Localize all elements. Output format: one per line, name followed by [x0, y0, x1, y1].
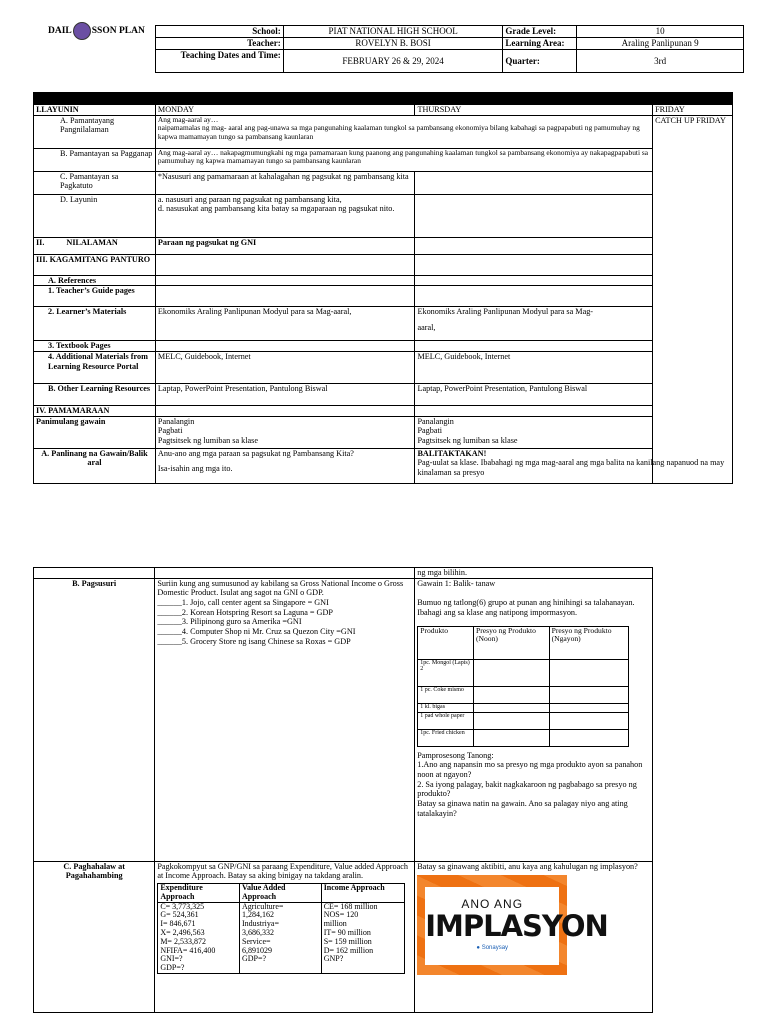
lm-thu	[415, 307, 653, 341]
table-row: 1 kl. bigas	[418, 703, 474, 712]
va-line: GDP=?	[242, 954, 267, 964]
pamamaraan-mon	[155, 406, 415, 417]
approach-table	[157, 883, 405, 974]
panimula-mon-3: Pagtsitsek ng lumiban sa klase	[157, 436, 258, 446]
ol-label: B. Other Learning Resources	[34, 384, 156, 406]
panlinang-mon	[155, 448, 415, 483]
implasyon-image	[417, 875, 608, 975]
kagamitan-mon	[155, 254, 415, 275]
gawain-text: Bumuo ng tatlong(6) grupo at punan ang hinihingi sa talahanayan. Ibahagi ang sa klase ang natipong impormasyon.	[417, 598, 635, 618]
references-label: A. References	[34, 275, 156, 286]
inc-line: GNP?	[323, 954, 344, 964]
inc-line: NOS= 120	[323, 910, 359, 920]
row-c-text: *Nasusuri ang pamamaraan at kahalagahan ng pagsukat ng pambansang kita	[155, 171, 415, 194]
lesson-table	[33, 104, 733, 484]
am-thu: MELC, Guidebook, Internet	[415, 352, 653, 384]
produkto-table	[417, 626, 629, 747]
pamamaraan-label: IV. PAMAMARAAN	[34, 406, 156, 417]
proc-q3: Batay sa ginawa natin na gawain. Ano sa palagay niyo ang ating tatalakayin?	[417, 799, 628, 818]
row-a-text	[155, 115, 652, 148]
va-line: Industriya=	[242, 919, 279, 929]
panimula-thu-3: Pagtsitsek ng lumiban sa klase	[417, 436, 518, 446]
tb-mon	[155, 341, 415, 352]
row-b-label: B. Pamantayan sa Pagganap	[34, 148, 156, 171]
school-value: PIAT NATIONAL HIGH SCHOOL	[283, 26, 503, 38]
section-divider	[33, 92, 733, 104]
va-line: Agriculture=	[242, 901, 284, 911]
presyo-ngayon-head: Presyo ng Produkto (Ngayon)	[549, 626, 629, 659]
exp-line: M= 2,533,872	[160, 936, 206, 946]
layunin-heading: I.LAYUNIN	[34, 105, 156, 116]
brand-icon: ●	[476, 944, 481, 951]
pagsusuri-item: ______3. Pilipinong guro sa Amerika =GNI	[157, 617, 302, 627]
nilalaman-word: NILALAMAN	[66, 237, 118, 247]
implasyon-question: Batay sa ginawang aktibiti, anu kaya ang kahulugan ng implasyon?	[417, 861, 638, 871]
implasyon-card	[425, 887, 608, 965]
balitaktakan-title: BALITAKTAKAN!	[417, 448, 487, 458]
implasyon-img-brand	[425, 945, 559, 952]
row-a-label: A. Pamantayang Pangnilalaman	[34, 115, 156, 148]
cont-label	[34, 568, 155, 579]
paghahalaw-intro: Pagkokompyut sa GNP/GNI sa paraang Expenditure, Value added Approach at Income Approach. Batay sa aking binigay na takdang aralin.	[157, 861, 408, 881]
implasyon-img-line2: IMPLASYON	[425, 908, 608, 943]
cell-empty	[549, 703, 629, 712]
proc-q1: 1.Ano ang napansin mo sa presyo ng mga produkto ayon sa panahon noon at ngayon?	[417, 760, 643, 780]
row-d-line1: a. nasusuri ang paraan ng pagsukat ng pambansang kita,	[157, 194, 342, 204]
income-values	[321, 902, 405, 973]
row-b-text: Ang mag-aaral ay… nakapagmumungkahi ng mga pamamaraan kung paanong ang pangunahing kaalaman tungkol sa pambansang ekonomiya ay nakapagpapabuti sa pamumuhay ng kapwa mamamayan tungo sa pambansang kaunlaran	[155, 148, 652, 171]
panimula-thu-2: Pagbati	[417, 426, 443, 436]
expenditure-values	[158, 902, 240, 973]
title-left: DAIL	[48, 26, 72, 37]
cell-empty	[549, 712, 629, 729]
cell-empty	[549, 659, 629, 686]
cell-empty	[474, 712, 550, 729]
paghahalaw-thu	[415, 861, 653, 1012]
exp-line: C= 3,773,325	[160, 901, 205, 911]
inc-line: IT= 90 million	[323, 928, 371, 937]
paghahalaw-label: C. Paghahalaw at Pagahahambing	[34, 861, 155, 1012]
school-label: School:	[156, 26, 284, 38]
lm-thu-line1: Ekonomiks Araling Panlipunan Modyul para sa Mag-	[417, 307, 594, 317]
va-line: 1,284,162	[242, 910, 274, 920]
pagsusuri-item: ______2. Korean Hotspring Resort sa Laguna = GDP	[157, 607, 333, 617]
ol-mon: Laptap, PowerPoint Presentation, Pantulong Biswal	[155, 384, 415, 406]
panimula-thu-1: Panalangin	[417, 416, 454, 426]
pagsusuri-item: ______5. Grocery Store ng isang Chinese sa Roxas = GDP	[157, 636, 351, 646]
ol-thu: Laptap, PowerPoint Presentation, Pantulong Biswal	[415, 384, 653, 406]
proc-title: Pamprosesong Tanong:	[417, 750, 494, 760]
panlinang-mon-1: Anu-ano ang mga paraan sa pagsukat ng Pambansang Kita?	[157, 448, 354, 458]
exp-line: NFIFA= 416,400	[160, 945, 216, 955]
references-mon	[155, 275, 415, 286]
cont-mon	[155, 568, 415, 579]
am-mon: MELC, Guidebook, Internet	[155, 352, 415, 384]
implasyon-img-line1: ANO ANG	[461, 897, 524, 912]
quarter-value: 3rd	[577, 50, 744, 73]
inc-line: S= 159 million	[323, 936, 372, 946]
cell-empty	[474, 686, 550, 703]
pagsusuri-intro: Suriin kung ang sumusunod ay kabilang sa Gross National Income o Gross Domestic Product. Isulat ang sagot na GNI o GDP.	[157, 578, 404, 598]
quarter-label: Quarter:	[503, 50, 577, 73]
presyo-noon-head: Presyo ng Produkto (Noon)	[474, 626, 550, 659]
day-thursday: THURSDAY	[415, 105, 653, 116]
deped-seal-icon	[73, 22, 91, 40]
pagsusuri-item: ______1. Jojo, call center agent sa Singapore = GNI	[157, 598, 329, 608]
teacher-label: Teacher:	[156, 38, 284, 50]
lm-mon: Ekonomiks Araling Panlipunan Modyul para sa Mag-aaral,	[155, 307, 415, 341]
paghahalaw-mon	[155, 861, 415, 1012]
proc-q2: 2. Sa iyong palagay, bakit nagkakaroon ng pagbabago sa presyo ng produkto?	[417, 779, 637, 799]
panlinang-thu	[415, 448, 733, 483]
exp-line: X= 2,496,563	[160, 928, 205, 937]
nilalaman-text: Paraan ng pagsukat ng GNI	[155, 237, 415, 254]
pagsusuri-item: ______4. Computer Shop ni Mr. Cruz sa Quezon City =GNI	[157, 627, 356, 637]
panlinang-mon-2: Isa-isahin ang mga ito.	[157, 464, 233, 474]
balitaktakan-text: Pag-uulat sa klase. Ibabahagi ng mga mag-aaral ang mga balita na kanilang napanuod na may kinalaman sa presyo	[417, 458, 725, 478]
cell-empty	[474, 659, 550, 686]
inc-line: CE= 168 million	[323, 901, 378, 911]
row-d-thu	[415, 194, 653, 237]
tb-label: 3. Textbook Pages	[34, 341, 156, 352]
gawain-title: Gawain 1: Balik- tanaw	[417, 578, 496, 588]
area-value: Araling Panlipunan 9	[577, 38, 744, 50]
area-label: Learning Area:	[503, 38, 577, 50]
produkto-head: Produkto	[418, 626, 474, 659]
exp-line: G= 524,361	[160, 910, 199, 920]
kagamitan-thu	[415, 254, 653, 275]
panimula-thu	[415, 416, 653, 448]
day-friday: FRIDAY	[653, 105, 733, 116]
grade-label: Grade Level:	[503, 26, 577, 38]
am-label: 4. Additional Materials from Learning Resource Portal	[34, 352, 156, 384]
references-thu	[415, 275, 653, 286]
inc-line: million	[323, 919, 347, 929]
cell-empty	[549, 729, 629, 746]
exp-line: GDP=?	[160, 963, 185, 973]
value-added-values	[240, 902, 322, 973]
va-line: Service=	[242, 936, 271, 946]
row-a-line2: naipamamalas ng mag- aaral ang pag-unawa sa mga pangunahing kaalaman tungkol sa pambansang ekonomiya bilang kabahagi sa pagpapabuti ng pamumuhay ng kapwa mamamayan tungo sa pambansang kaunlaran	[157, 123, 640, 142]
nilalaman-num: II.	[36, 237, 45, 247]
row-d-label: D. Layunin	[34, 194, 156, 237]
table-row: 1 pc. Coke mismo	[418, 686, 474, 703]
panimula-label: Panimulang gawain	[34, 416, 156, 448]
value-added-head: Value Added Approach	[240, 884, 322, 903]
nilalaman-label	[34, 237, 156, 254]
panimula-mon	[155, 416, 415, 448]
inc-line: D= 162 million	[323, 945, 374, 955]
va-line: 6,891029	[242, 945, 272, 955]
pagsusuri-label: B. Pagsusuri	[34, 578, 155, 861]
row-c-label: C. Pamantayan sa Pagkatuto	[34, 171, 156, 194]
table-row: 1pc. Fried chicken	[418, 729, 474, 746]
row-d-line2: d. nasusukat ang pambansang kita batay sa mgaparaan ng pagsukat nito.	[157, 204, 395, 214]
row-a-line1: Ang mag-aaral ay…	[157, 114, 219, 124]
day-monday: MONDAY	[155, 105, 415, 116]
pagsusuri-thu	[415, 578, 653, 861]
cell-empty	[549, 686, 629, 703]
table-row: 1pc. Mongol (Lapis) 2	[418, 659, 474, 686]
row-d-text	[155, 194, 415, 237]
pagsusuri-mon	[155, 578, 415, 861]
tb-thu	[415, 341, 653, 352]
teacher-value: ROVELYN B. BOSI	[283, 38, 503, 50]
lm-thu-line2: aaral,	[417, 323, 436, 333]
panimula-mon-1: Panalangin	[157, 416, 195, 426]
va-line: 3,686,332	[242, 928, 274, 937]
document-logo	[48, 22, 152, 42]
lm-label: 2. Learner’s Materials	[34, 307, 156, 341]
lesson-table-page2	[33, 567, 653, 1013]
grade-value: 10	[577, 26, 744, 38]
header-table	[155, 25, 744, 73]
title-right: SSON PLAN	[91, 26, 145, 37]
exp-line: I= 846,671	[160, 919, 196, 929]
expenditure-head: Expenditure Approach	[158, 884, 240, 903]
pamamaraan-thu	[415, 406, 653, 417]
cell-empty	[474, 729, 550, 746]
tg-label: 1. Teacher’s Guide pages	[34, 286, 156, 307]
cell-empty	[474, 703, 550, 712]
income-head: Income Approach	[321, 884, 405, 903]
dates-value: FEBRUARY 26 & 29, 2024	[283, 50, 503, 73]
panlinang-label: A. Panlinang na Gawain/Balik aral	[34, 448, 156, 483]
friday-cell: CATCH UP FRIDAY	[653, 115, 733, 483]
table-row: 1 pad whole paper	[418, 712, 474, 729]
nilalaman-thu	[415, 237, 653, 254]
cont-thu: ng mga bilihin.	[415, 568, 653, 579]
tg-mon	[155, 286, 415, 307]
tg-thu	[415, 286, 653, 307]
panimula-mon-2: Pagbati	[157, 426, 183, 436]
brand-name: Sonaysay	[481, 944, 509, 951]
row-c-thu	[415, 171, 653, 194]
exp-line: GNI=?	[160, 954, 183, 964]
kagamitan-label: III. KAGAMITANG PANTURO	[34, 254, 156, 275]
dates-label: Teaching Dates and Time:	[156, 50, 284, 73]
